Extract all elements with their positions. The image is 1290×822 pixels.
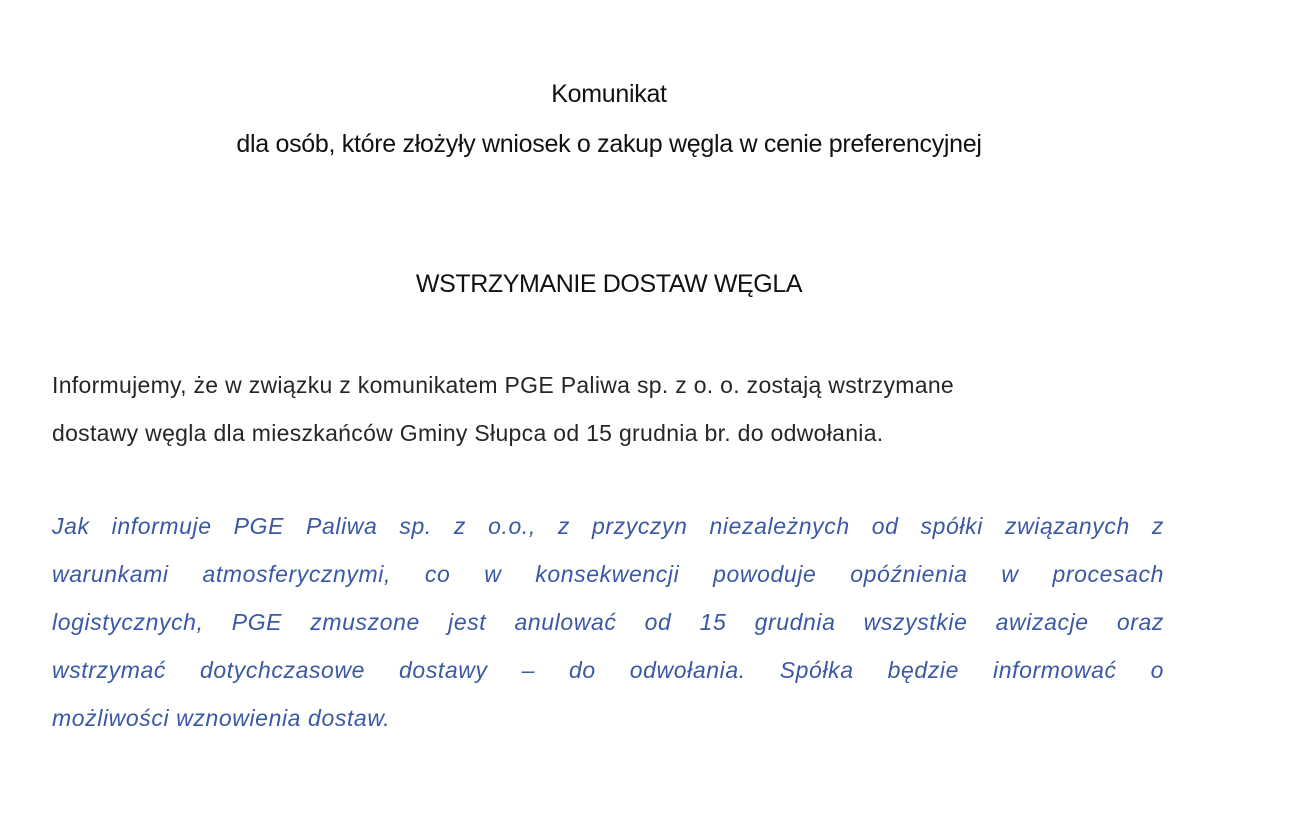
- paragraph-line: warunkami atmosferycznymi, co w konsekwencji powoduje opóźnienia w procesach: [52, 561, 1164, 587]
- announcement-paragraph: [52, 361, 1164, 457]
- paragraph-line: Informujemy, że w związku z komunikatem PGE Paliwa sp. z o. o. zostają wstrzymane: [52, 372, 955, 398]
- paragraph-line: możliwości wznowienia dostaw.: [52, 705, 391, 731]
- document-title: Komunikat: [551, 80, 667, 108]
- document-subtitle: dla osób, które złożyły wniosek o zakup węgla w cenie preferencyjnej: [236, 130, 982, 158]
- section-heading: WSTRZYMANIE DOSTAW WĘGLA: [415, 270, 803, 298]
- paragraph-line: dostawy węgla dla mieszkańców Gminy Słupca od 15 grudnia br. do odwołania.: [52, 420, 884, 446]
- paragraph-line: logistycznych, PGE zmuszone jest anulować od 15 grudnia wszystkie awizacje oraz: [52, 609, 1164, 635]
- paragraph-line: wstrzymać dotychczasowe dostawy – do odwołania. Spółka będzie informować o: [52, 657, 1164, 683]
- paragraph-line: Jak informuje PGE Paliwa sp. z o.o., z przyczyn niezależnych od spółki związanych z: [52, 513, 1164, 539]
- quoted-paragraph: [52, 502, 1164, 742]
